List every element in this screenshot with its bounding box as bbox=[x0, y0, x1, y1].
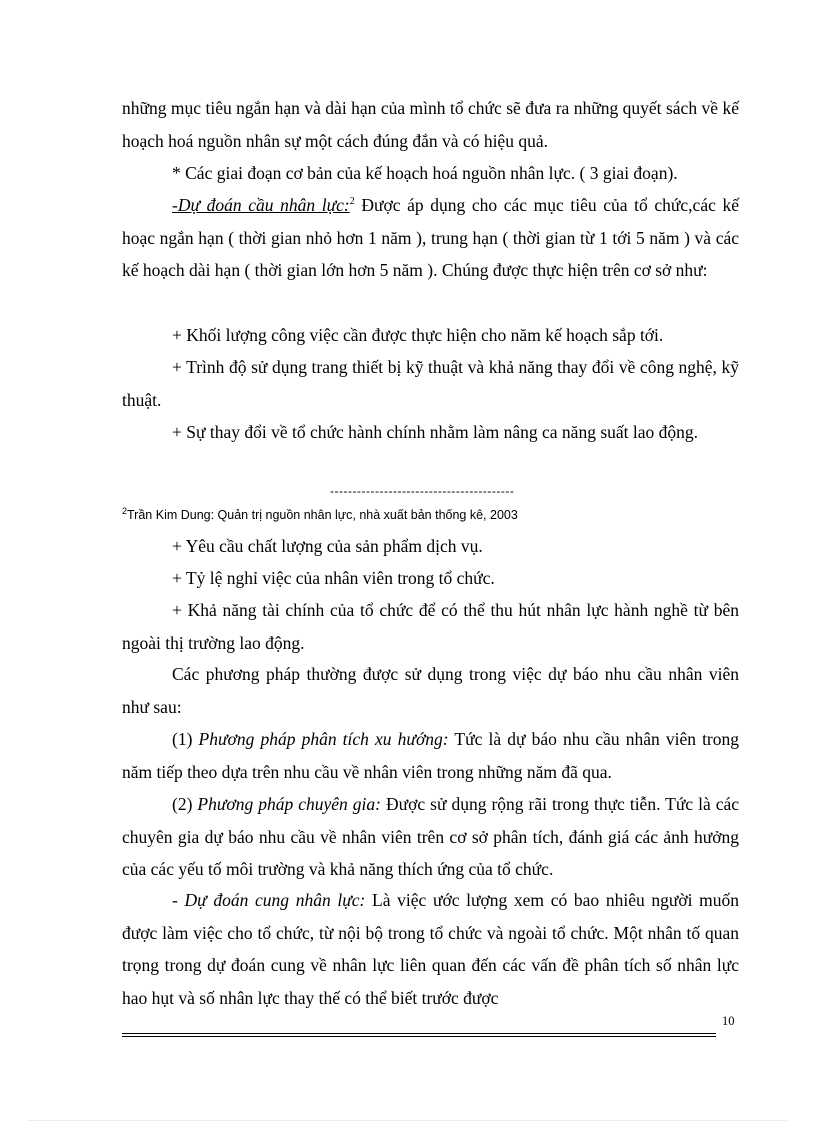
bullet-administration: + Sự thay đổi về tổ chức hành chính nhằm làm nâng ca năng suất lao động. bbox=[172, 422, 699, 442]
footnote-ref-2[interactable]: 2 bbox=[349, 196, 355, 208]
paragraph-expert-method bbox=[122, 788, 739, 886]
bullet-technology: + Trình độ sử dụng trang thiết bị kỹ thuật và khả năng thay đổi về công nghệ, kỹ thuật. bbox=[122, 357, 739, 410]
demand-forecast-text: Được áp dụng cho các mục tiêu của tổ chức,các kế hoạc ngắn hạn ( thời gian nhỏ hơn 1 năm ), trung hạn ( thời gian từ 1 tới 5 năm ) và các kế hoạch dài hạn ( thời gian lớn hơn 5 năm ). Chúng được thực hiện trên cơ sở như: bbox=[122, 195, 739, 280]
footnote bbox=[122, 505, 518, 522]
trend-method-label: Phương pháp phân tích xu hướng: bbox=[198, 729, 449, 749]
footer-rule-bottom bbox=[122, 1036, 716, 1037]
paragraph-methods-intro: Các phương pháp thường được sử dụng trong việc dự báo nhu cầu nhân viên như sau: bbox=[122, 664, 739, 717]
paragraph-supply-forecast bbox=[122, 884, 739, 1014]
bullet-quality: + Yêu cầu chất lượng của sản phẩm dịch vụ. bbox=[172, 536, 483, 556]
page-number: 10 bbox=[722, 1014, 735, 1028]
page-bottom-dotted-line bbox=[28, 1120, 788, 1121]
supply-forecast-label: Dự đoán cung nhân lực: bbox=[184, 890, 366, 910]
paragraph-trend-method bbox=[122, 723, 739, 788]
paragraph-demand-forecast bbox=[122, 189, 739, 287]
supply-forecast-dash: - bbox=[172, 890, 185, 910]
expert-method-text: Được sử dụng rộng rãi trong thực tiễn. Tức là các chuyên gia dự báo nhu cầu về nhân viên trên cơ sở phân tích, đánh giá các ảnh hưởng của các yếu tố môi trường và khả năng thích ứng của tổ chức. bbox=[122, 794, 740, 879]
footnote-text: Trần Kim Dung: Quản trị nguồn nhân lực, nhà xuất bản thống kê, 2003 bbox=[127, 508, 518, 522]
footer-rule-top bbox=[122, 1033, 716, 1034]
supply-forecast-text: Là việc ước lượng xem có bao nhiêu người muốn được làm việc cho tổ chức, từ nội bộ trong tổ chức và ngoài tổ chức. Một nhân tố quan trọng trong dự đoán cung về nhân lực liên quan đến các vấn đề phân tích số nhân lực hao hụt và số nhân lực thay thế có thể biết trước được bbox=[122, 890, 740, 1008]
bullet-finance: + Khả năng tài chính của tổ chức để có thể thu hút nhân lực hành nghề từ bên ngoài thị trường lao động. bbox=[122, 600, 739, 653]
expert-method-label: Phương pháp chuyên gia: bbox=[197, 794, 382, 814]
expert-method-number: (2) bbox=[172, 794, 198, 814]
bullet-turnover: + Tỷ lệ nghỉ việc của nhân viên trong tổ chức. bbox=[172, 568, 495, 588]
trend-method-number: (1) bbox=[172, 729, 199, 749]
paragraph-1: những mục tiêu ngắn hạn và dài hạn của mình tổ chức sẽ đưa ra những quyết sách về kế hoạch hoá nguồn nhân sự một cách đúng đắn và có hiệu quả. bbox=[122, 98, 739, 151]
bullet-workload: + Khối lượng công việc cần được thực hiện cho năm kế hoạch sắp tới. bbox=[172, 325, 664, 345]
footnote-number: 2 bbox=[122, 505, 128, 516]
demand-forecast-label: -Dự đoán cầu nhân lực: bbox=[172, 195, 350, 215]
paragraph-stages-heading: * Các giai đoạn cơ bản của kế hoạch hoá nguồn nhân lực. ( 3 giai đoạn). bbox=[172, 163, 678, 183]
footnote-separator: ----------------------------------------- bbox=[330, 484, 515, 498]
trend-method-text: Tức là dự báo nhu cầu nhân viên trong năm tiếp theo dựa trên nhu cầu về nhân viên trong những năm đã qua. bbox=[122, 729, 740, 782]
